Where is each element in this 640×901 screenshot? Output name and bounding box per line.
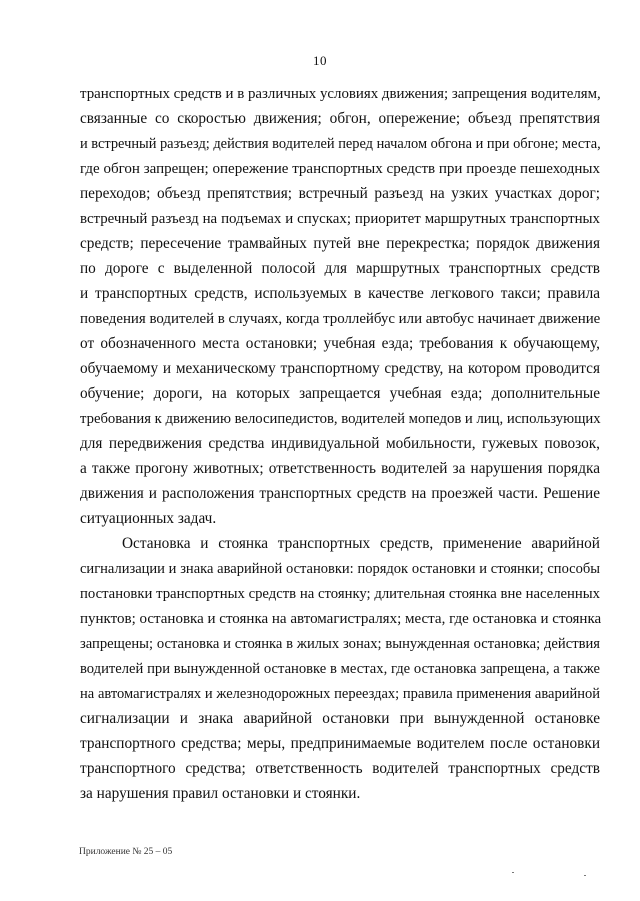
- text-line: водителей при вынужденной остановке в местах, где остановка запрещена, а также: [80, 661, 600, 677]
- text-line: движения и расположения транспортных средств на проезжей части. Решение: [80, 485, 600, 502]
- scan-speck: [584, 875, 586, 876]
- text-line: и встречный разъезд; действия водителей перед началом обгона и при обгоне; места,: [80, 136, 601, 152]
- scan-speck: [512, 872, 514, 873]
- text-line: сигнализации и знака аварийной остановки: порядок остановки и стоянки; способы: [80, 561, 600, 577]
- text-line: за нарушения правил остановки и стоянки.: [80, 785, 361, 802]
- text-line: обучение; дороги, на которых запрещается учебная езда; дополнительные: [80, 385, 600, 402]
- text-line: где обгон запрещен; опережение транспортных средств при проезде пешеходных: [80, 161, 600, 177]
- footer-annex-label: Приложение № 25 – 05: [79, 847, 173, 857]
- text-line: запрещены; остановка и стоянка в жилых зонах; вынужденная остановка; действия: [80, 636, 600, 652]
- text-line: пунктов; остановка и стоянка на автомагистралях; места, где остановка и стоянка: [80, 611, 602, 627]
- text-line: связанные со скоростью движения; обгон, опережение; объезд препятствия: [80, 110, 600, 127]
- text-line: и транспортных средств, используемых в качестве легкового такси; правила: [80, 285, 600, 302]
- text-line: от обозначенного места остановки; учебная езда; требования к обучающему,: [80, 335, 600, 352]
- text-line: ситуационных задач.: [80, 510, 217, 527]
- text-line: Остановка и стоянка транспортных средств, применение аварийной: [122, 535, 600, 552]
- text-line: требования к движению велосипедистов, водителей мопедов и лиц, использующих: [80, 411, 601, 427]
- page-number: 10: [313, 53, 327, 68]
- text-line: поведения водителей в случаях, когда троллейбус или автобус начинает движение: [80, 311, 601, 327]
- text-line: по дороге с выделенной полосой для маршрутных транспортных средств: [80, 260, 600, 277]
- text-line: транспортных средств и в различных условиях движения; запрещения водителям,: [80, 86, 601, 102]
- text-line: средств; пересечение трамвайных путей вне перекрестка; порядок движения: [80, 235, 600, 252]
- text-line: а также прогону животных; ответственность водителей за нарушения порядка: [80, 460, 600, 477]
- text-line: переходов; объезд препятствия; встречный разъезд на узких участках дорог;: [80, 185, 600, 202]
- text-line: встречный разъезд на подъемах и спусках; приоритет маршрутных транспортных: [80, 211, 600, 227]
- text-line: постановки транспортных средств на стоянку; длительная стоянка вне населенных: [80, 586, 600, 602]
- text-line: на автомагистралях и железнодорожных переездах; правила применения аварийной: [80, 686, 600, 702]
- text-line: для передвижения средства индивидуальной мобильности, гужевых повозок,: [80, 435, 600, 452]
- text-line: транспортного средства; меры, предпринимаемые водителем после остановки: [80, 735, 600, 752]
- text-line: сигнализации и знака аварийной остановки при вынужденной остановке: [80, 710, 600, 727]
- text-line: обучаемому и механическому транспортному средству, на котором проводится: [80, 360, 600, 377]
- text-line: транспортного средства; ответственность водителей транспортных средств: [80, 760, 600, 777]
